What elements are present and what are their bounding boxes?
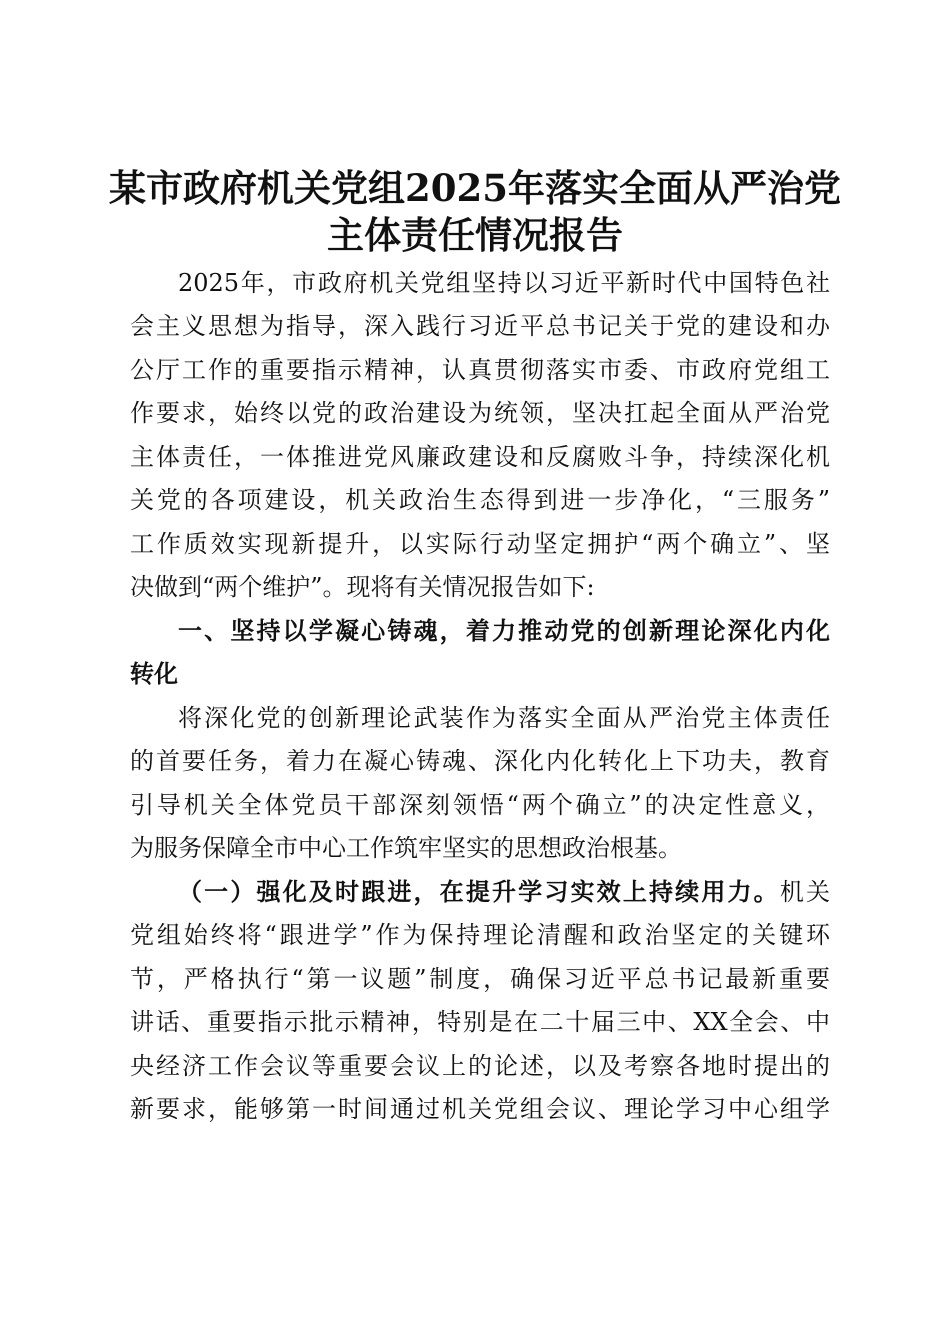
text-line — [178, 876, 830, 908]
text-line: 公厅工作的重要指示精神，认真贯彻落实市委、市政府党组工 — [130, 356, 830, 384]
text-line: 将深化党的创新理论武装作为落实全面从严治党主体责任 — [178, 704, 830, 732]
text-line: 作要求，始终以党的政治建设为统领，坚决扛起全面从严治党 — [130, 399, 830, 427]
title-line: 主体责任情况报告 — [327, 213, 623, 257]
text-line: 央经济工作会议等重要会议上的论述，以及考察各地时提出的 — [130, 1052, 830, 1080]
text-line: 引导机关全体党员干部深刻领悟“两个确立”的决定性意义， — [130, 791, 830, 819]
text-line: 关党的各项建设，机关政治生态得到进一步净化，“三服务” — [130, 486, 830, 514]
text-line: 节，严格执行“第一议题”制度，确保习近平总书记最新重要 — [130, 965, 830, 993]
text-line: 的首要任务，着力在凝心铸魂、深化内化转化上下功夫，教育 — [130, 747, 830, 775]
text-line: 主体责任，一体推进党风廉政建设和反腐败斗争，持续深化机 — [130, 443, 830, 471]
text-line: 党组始终将“跟进学”作为保持理论清醒和政治坚定的关键环 — [130, 921, 830, 949]
title-line: 某市政府机关党组2025年落实全面从严治党 — [109, 166, 841, 210]
heading-line: 转化 — [130, 659, 178, 688]
text-line: 讲话、重要指示批示精神，特别是在二十届三中、XX全会、中 — [130, 1008, 830, 1036]
text-line: 为服务保障全市中心工作筑牢坚实的思想政治根基。 — [130, 834, 682, 862]
text-line: 新要求，能够第一时间通过机关党组会议、理论学习中心组学 — [130, 1095, 830, 1123]
text-run: 机关 — [779, 878, 831, 906]
text-line: 决做到“两个维护”。现将有关情况报告如下: — [130, 573, 595, 601]
text-line: 工作质效实现新提升，以实际行动坚定拥护“两个确立”、坚 — [130, 530, 830, 558]
text-line: 2025年，市政府机关党组坚持以习近平新时代中国特色社 — [178, 269, 830, 297]
text-line: 会主义思想为指导，深入践行习近平总书记关于党的建设和办 — [130, 312, 830, 340]
subsection-heading: （一）强化及时跟进，在提升学习实效上持续用力。 — [178, 877, 780, 906]
heading-line: 一、坚持以学凝心铸魂，着力推动党的创新理论深化内化 — [178, 616, 830, 645]
